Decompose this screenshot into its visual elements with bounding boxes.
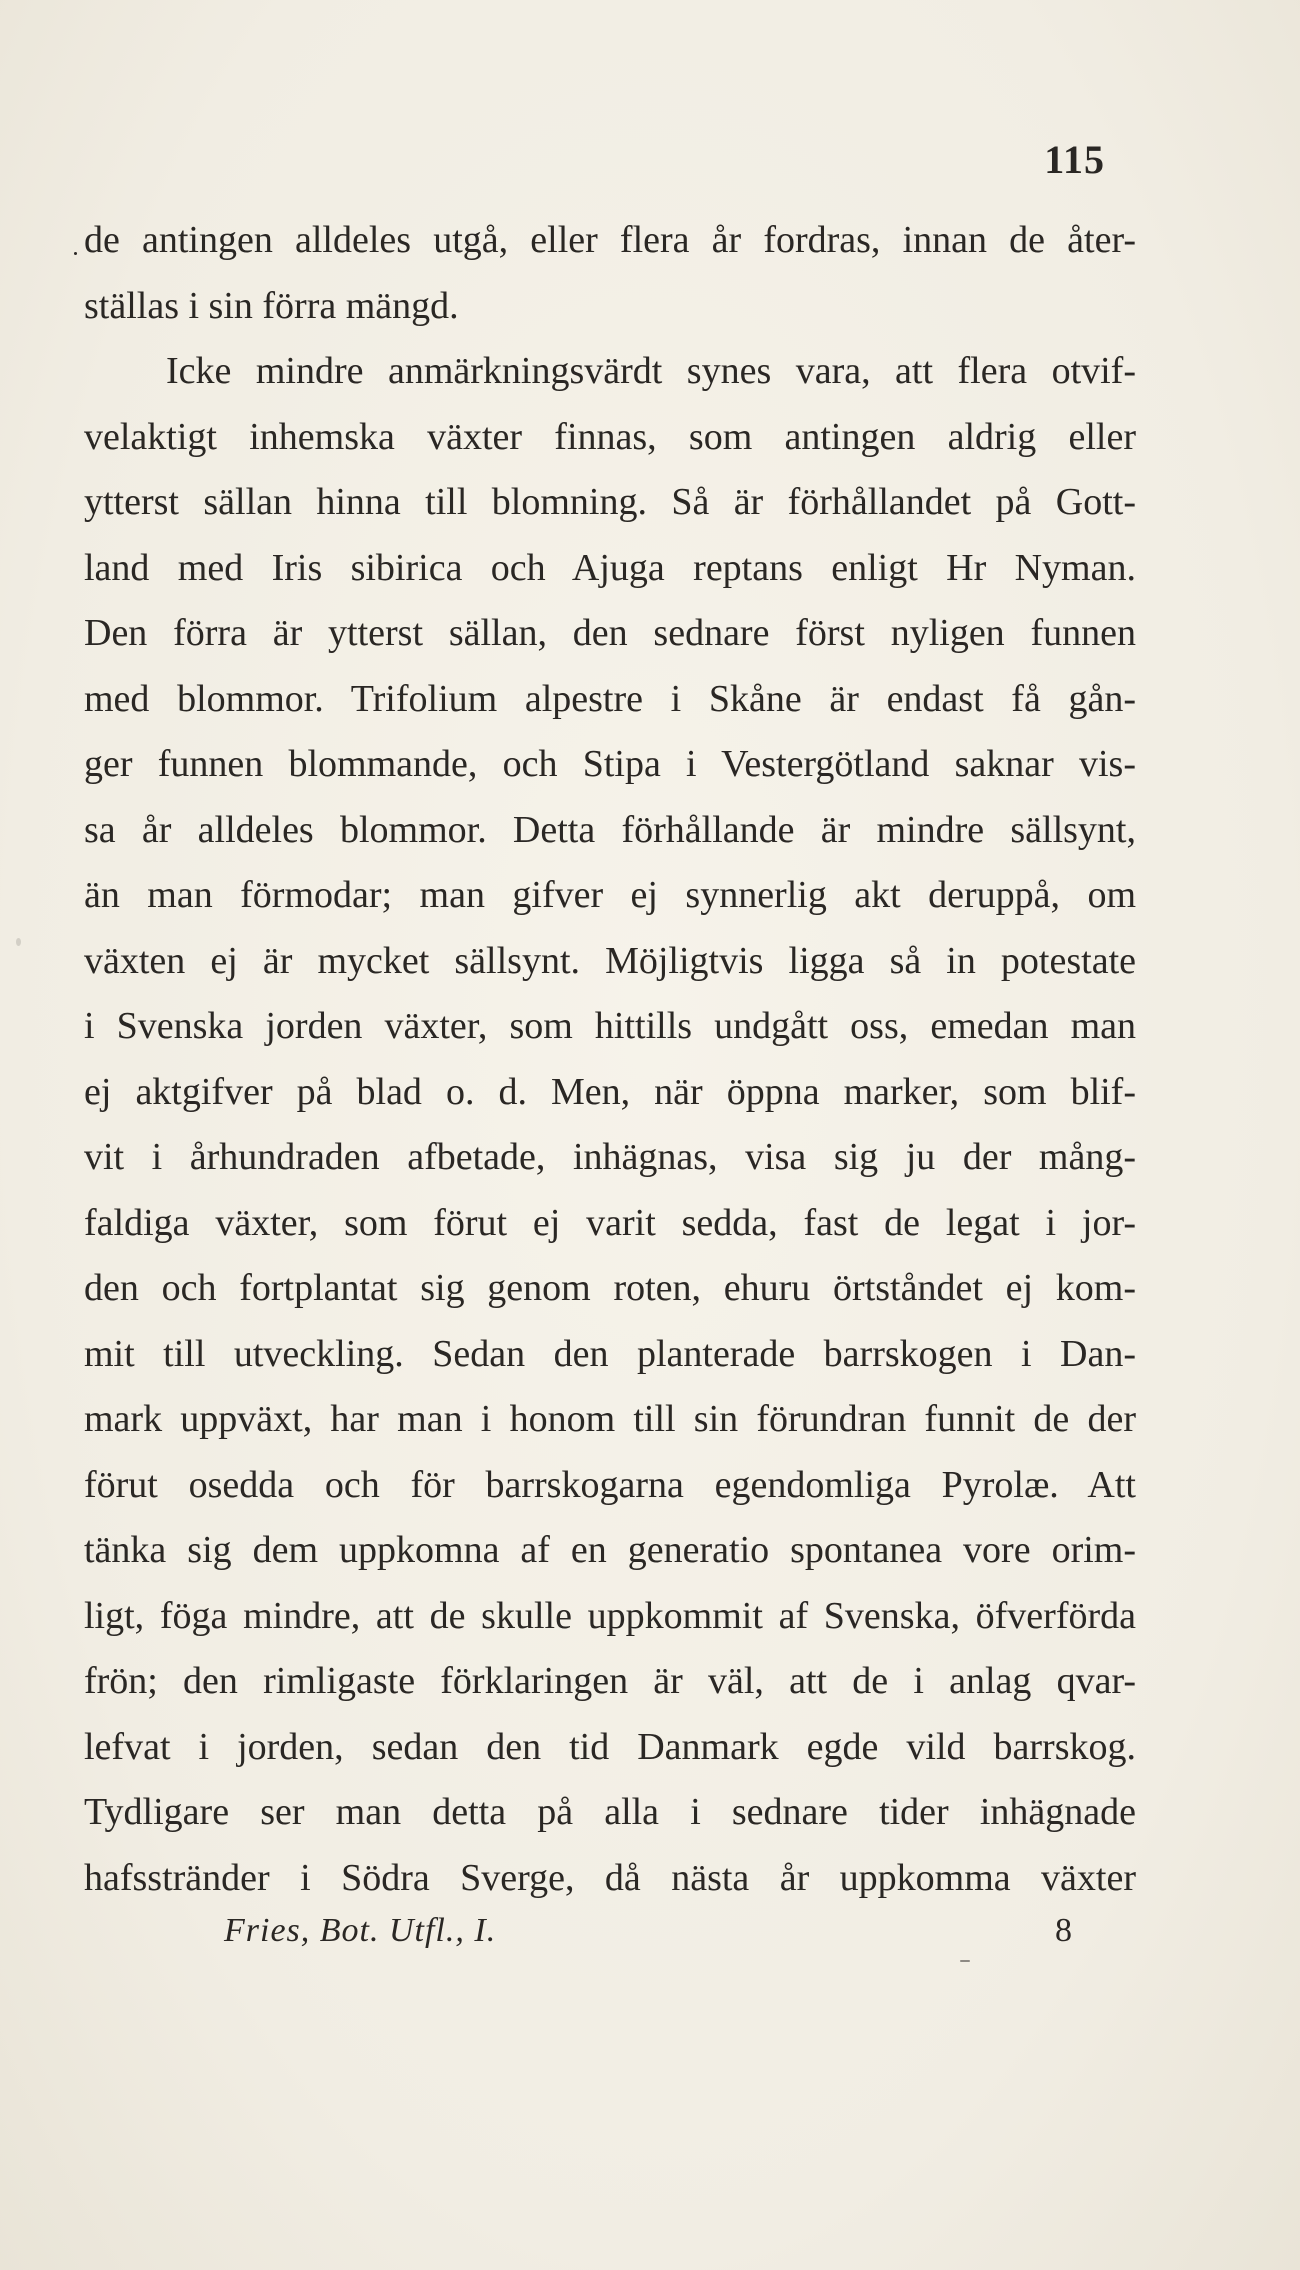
ink-speck xyxy=(16,938,21,946)
text-line: lefvat i jorden, sedan den tid Danmark egde vild barrskog. xyxy=(84,1725,1136,1768)
text-line: sa år alldeles blommor. Detta förhållande är mindre sällsynt, xyxy=(84,808,1136,851)
page-footer xyxy=(0,1912,1300,1972)
sheet-number: 8 xyxy=(1055,1912,1072,1949)
text-line: hafsstränder i Södra Sverge, då nästa år uppkomma växter xyxy=(84,1856,1136,1899)
text-line: ställas i sin förra mängd. xyxy=(84,284,459,327)
text-line: frön; den rimligaste förklaringen är väl, att de i anlag qvar- xyxy=(84,1660,1136,1702)
ink-speck xyxy=(74,252,77,255)
ink-speck xyxy=(960,1960,970,1962)
text-line: de antingen alldeles utgå, eller flera år fordras, innan de åter- xyxy=(84,219,1136,261)
text-line: ytterst sällan hinna till blomning. Så är förhållandet på Gott- xyxy=(84,481,1136,523)
body-text xyxy=(84,208,1136,1911)
text-line: Icke mindre anmärkningsvärdt synes vara, att flera otvif- xyxy=(166,350,1136,392)
text-line: Den förra är ytterst sällan, den sednare först nyligen funnen xyxy=(84,612,1136,654)
text-line: ger funnen blommande, och Stipa i Vestergötland saknar vis- xyxy=(84,743,1136,785)
text-line: ej aktgifver på blad o. d. Men, när öppna marker, som blif- xyxy=(84,1070,1136,1113)
text-line: mark uppväxt, har man i honom till sin förundran funnit de der xyxy=(84,1398,1136,1440)
text-line: med blommor. Trifolium alpestre i Skåne är endast få gån- xyxy=(84,677,1136,720)
signature-mark: Fries, Bot. Utfl., I. xyxy=(224,1912,497,1949)
text-line: land med Iris sibirica och Ajuga reptans enligt Hr Nyman. xyxy=(84,546,1136,589)
text-line: tänka sig dem uppkomna af en generatio spontanea vore orim- xyxy=(84,1529,1136,1571)
text-line: Tydligare ser man detta på alla i sednare tider inhägnade xyxy=(84,1791,1136,1833)
page-number: 115 xyxy=(1044,137,1105,182)
text-line: än man förmodar; man gifver ej synnerlig akt deruppå, om xyxy=(84,874,1136,916)
text-line: faldiga växter, som förut ej varit sedda, fast de legat i jor- xyxy=(84,1201,1136,1244)
text-line: ligt, föga mindre, att de skulle uppkommit af Svenska, öfverförda xyxy=(84,1594,1136,1637)
text-line: velaktigt inhemska växter finnas, som antingen aldrig eller xyxy=(84,415,1136,458)
text-line: mit till utveckling. Sedan den planterade barrskogen i Dan- xyxy=(84,1332,1136,1375)
text-line: den och fortplantat sig genom roten, ehuru örtståndet ej kom- xyxy=(84,1267,1136,1309)
text-line: vit i århundraden afbetade, inhägnas, visa sig ju der mång- xyxy=(84,1136,1136,1178)
text-line: i Svenska jorden växter, som hittills undgått oss, emedan man xyxy=(84,1005,1136,1047)
text-line: förut osedda och för barrskogarna egendomliga Pyrolæ. Att xyxy=(84,1463,1136,1506)
text-line: växten ej är mycket sällsynt. Möjligtvis ligga så in potestate xyxy=(84,939,1136,982)
